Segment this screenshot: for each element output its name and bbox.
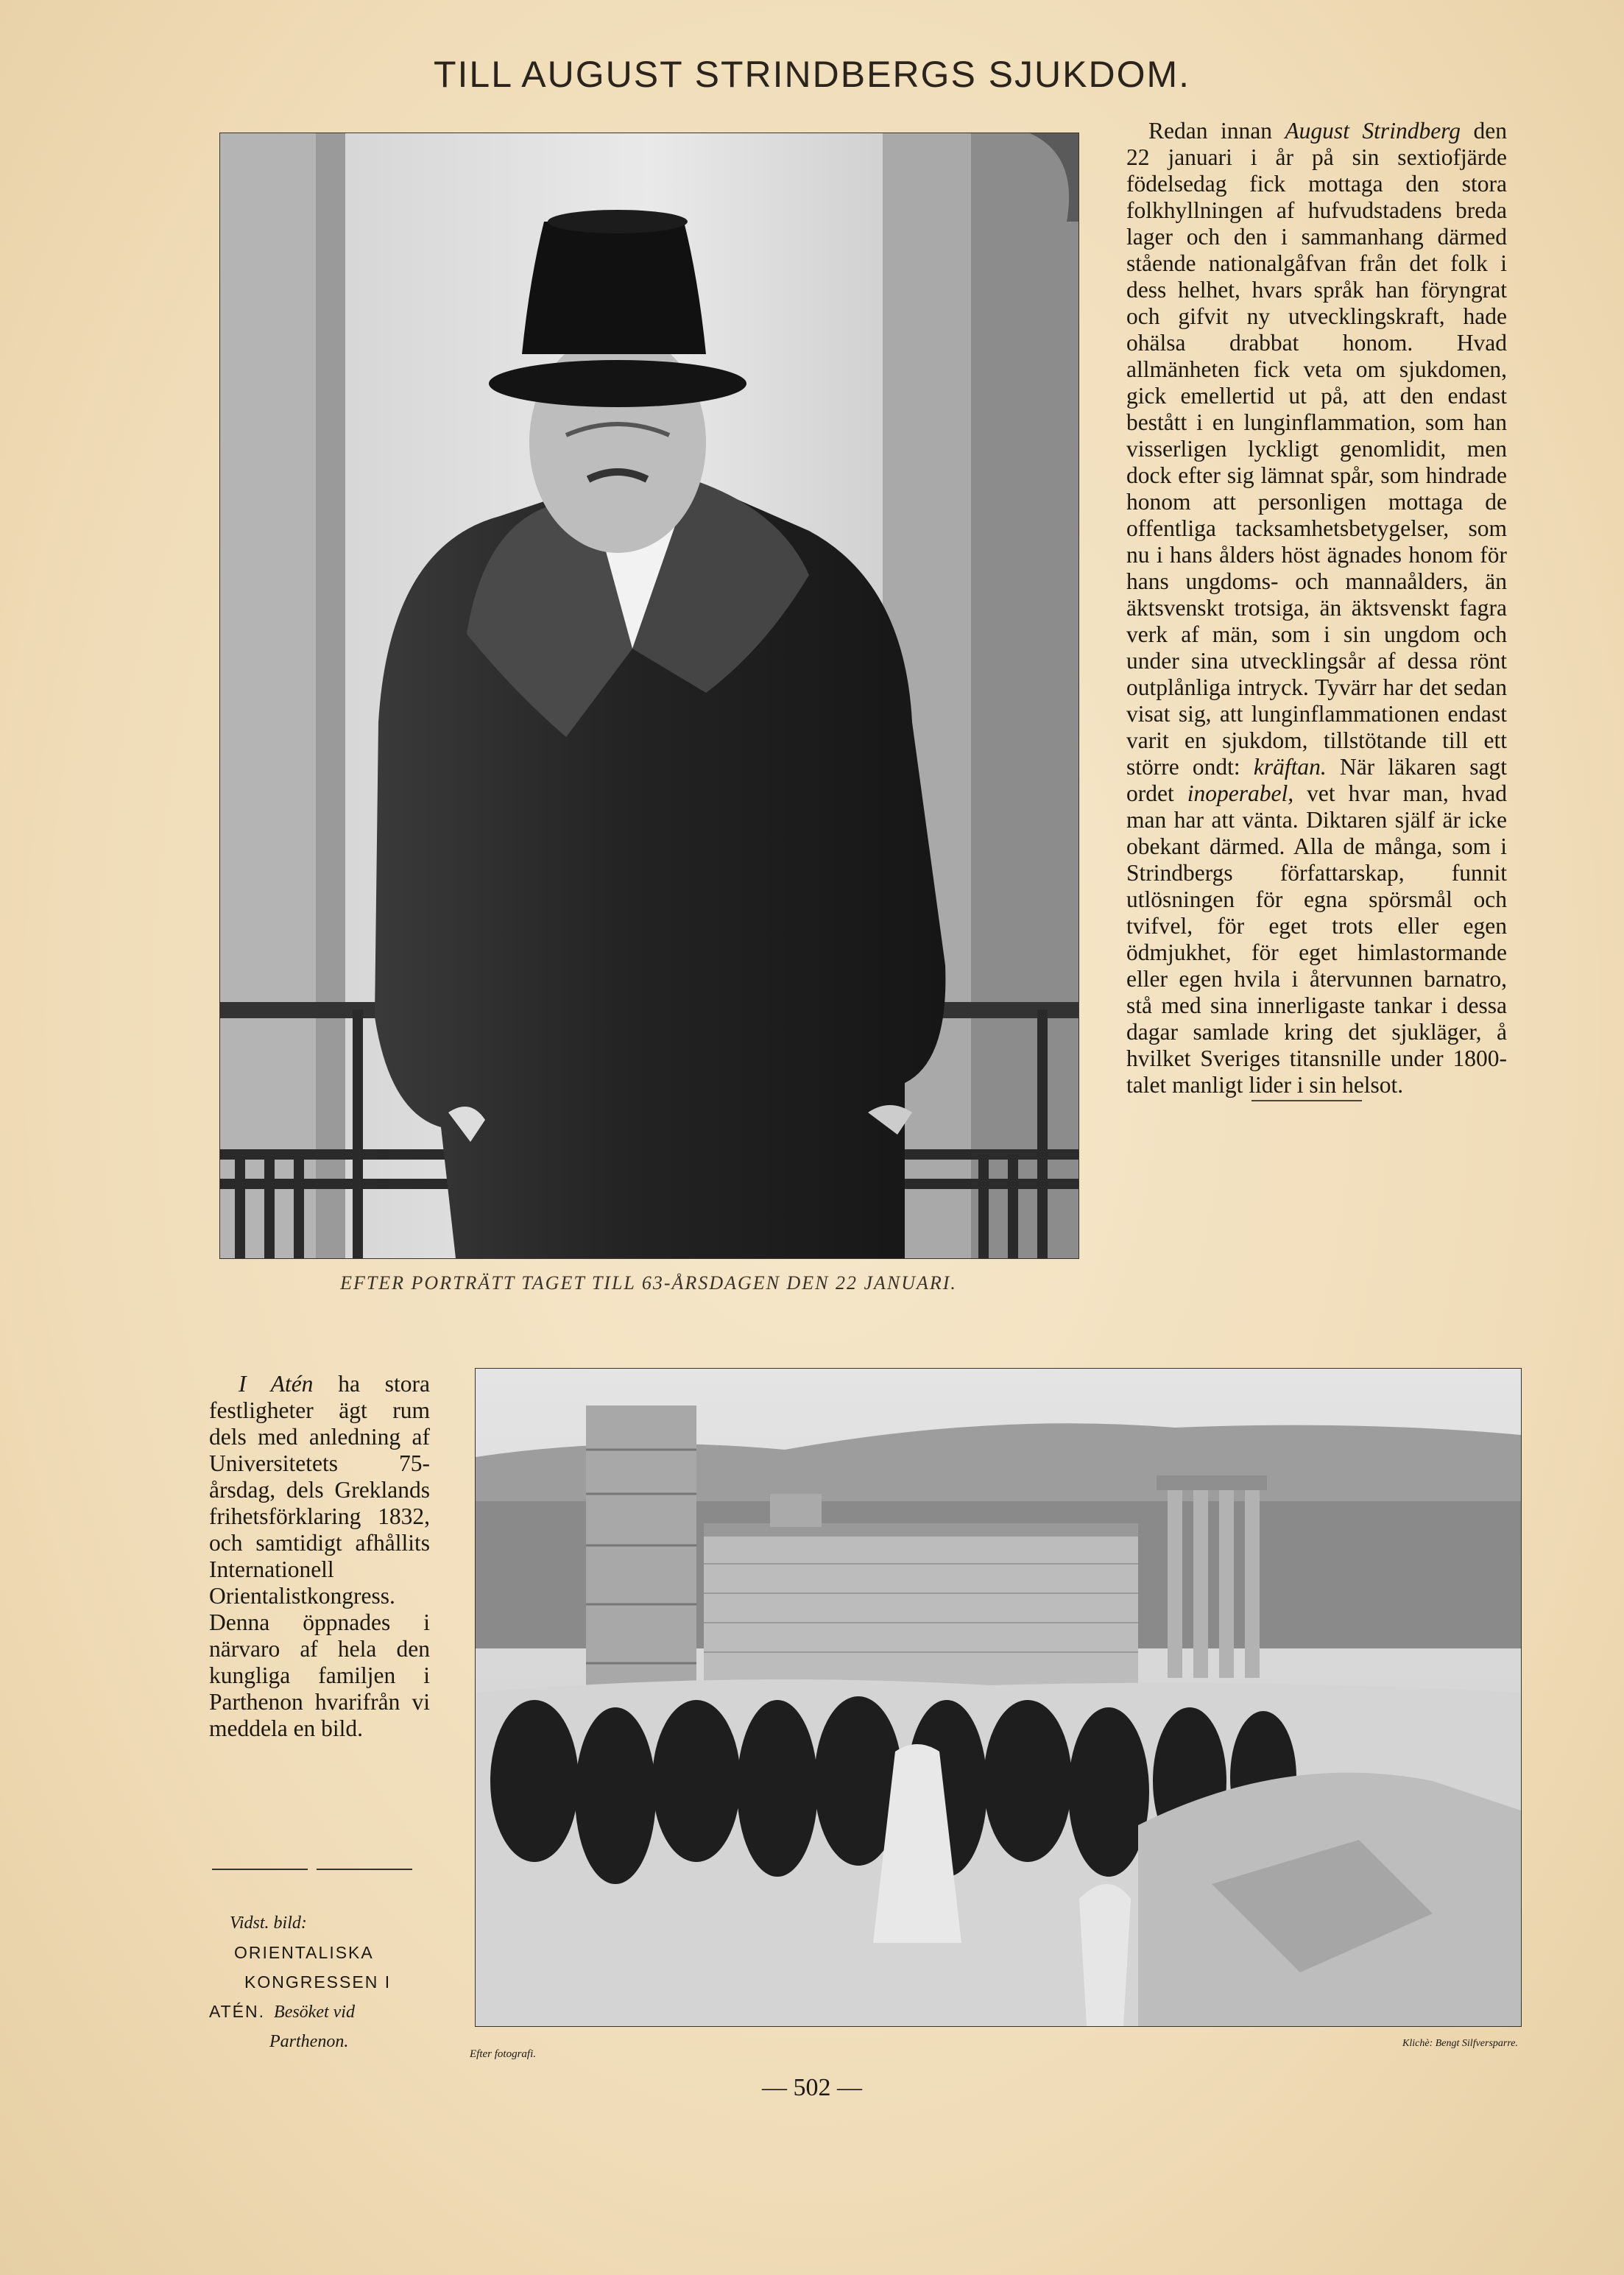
caption-line-4 — [209, 1997, 430, 2027]
acropolis-photo — [475, 1368, 1522, 2027]
article-emphasis-1: kräftan. — [1253, 754, 1327, 780]
caption-line-5: Parthenon. — [269, 2032, 349, 2051]
caption-line-2: ORIENTALISKA — [234, 1943, 374, 1962]
article-column — [1126, 118, 1507, 1101]
photo-credit-right: Klichè: Bengt Silfversparre. — [1402, 2038, 1518, 2049]
acropolis-photo-image — [476, 1369, 1521, 2026]
article-body-3: vet hvar man, hvad man har att vänta. Diktaren själf är icke obekant därmed. Alla de många, som i Strindbergs författarskap, funnit utlösningen för egna spörsmål och tvifvel, för eget trots eller egen ödmjukhet, för eget himlastormande eller egen hvila i återvunnen barnatro, stå med sina innerligaste tankar i dessa dagar samlade kring det sjukläger, å hvilket Sveriges titansnille under 1800-talet manligt lider i sin helsot. — [1126, 780, 1507, 1098]
article-lead-pre: Redan innan — [1148, 118, 1285, 144]
portrait-photo-image — [220, 133, 1078, 1258]
caption-line-4a: ATÉN. — [209, 2002, 266, 2021]
photo-credit-left: Efter fotografi. — [470, 2048, 536, 2060]
caption-line-1: Vidst. bild: — [230, 1914, 307, 1933]
athens-lead: I Atén — [239, 1371, 314, 1397]
caption-line-4b: Besöket vid — [274, 2003, 355, 2022]
page-title: TILL AUGUST STRINDBERGS SJUKDOM. — [433, 54, 1191, 95]
athens-text — [209, 1371, 430, 1742]
athens-body: ha stora festligheter ägt rum dels med anledning af Universitetets 75-årsdag, dels Greklands frihetsförklaring 1832, och samtidigt afhållits Internationell Orientalistkongress. Denna öppnades i närvaro af hela den kungliga familjen i Parthenon hvarifrån vi meddela en bild. — [209, 1371, 430, 1741]
article-body-1: den 22 januari i år på sin sextiofjärde födelsedag fick mottaga den stora folkhyllningen af hufvudstadens breda lager och den i sammanhang därmed stående nationalgåfvan från det folk i dess helhet, hvars språk han föryngrat och gifvit ny utvecklingskraft, hade ohälsa drabbat honom. Hvad allmänheten fick veta om sjukdomen, gick emellertid ut på, att den endast bestått i en lunginflammation, som han visserligen lyckligt genomlidit, men dock efter sig lämnat spår, som hindrade honom att personligen mottaga de offentliga tacksamhetsbetygelser, som nu i hans ålders höst ägnades honom för hans ungdoms- och mannaålders, än äktsvenskt trotsiga, än äktsvenskt fagra verk af män, som i sin ungdom och under sina utvecklingsår af dessa rönt outplånliga intryck. Tyvärr har det sedan visat sig, att lunginflammationen endast varit en sjukdom, tillstötande till ett större ondt: — [1126, 118, 1507, 780]
portrait-caption: EFTER PORTRÄTT TAGET TILL 63-ÅRSDAGEN DEN 22 JANUARI. — [340, 1272, 957, 1294]
acropolis-caption — [209, 1908, 430, 2056]
page-number: — 502 — — [762, 2074, 862, 2101]
article-body-2: När läkaren sagt ordet — [1126, 754, 1507, 806]
column-divider-rules — [212, 1860, 427, 1874]
article-end-rule — [1251, 1100, 1362, 1101]
article-lead-name: August Strindberg — [1285, 118, 1461, 144]
athens-text-column — [209, 1371, 430, 1742]
article-emphasis-2: inoperabel, — [1187, 780, 1294, 806]
caption-line-3: KONGRESSEN I — [244, 1972, 392, 1992]
strindberg-portrait-photo — [219, 133, 1079, 1259]
article-text — [1126, 118, 1507, 1098]
